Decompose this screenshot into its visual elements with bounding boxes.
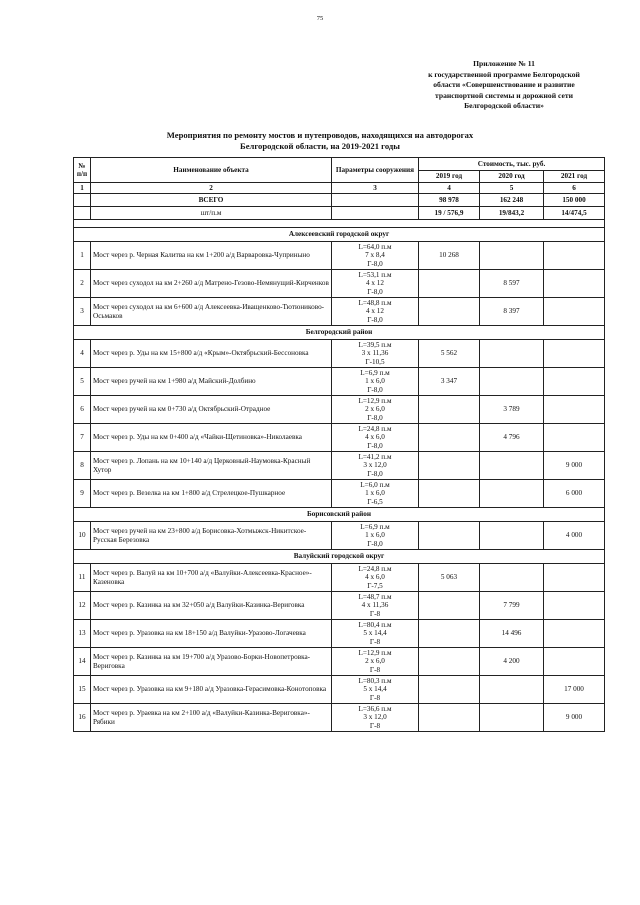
cost-2021 bbox=[544, 242, 605, 270]
table-row bbox=[74, 592, 605, 620]
units-2021: 14/474,5 bbox=[544, 207, 605, 220]
table-row bbox=[74, 396, 605, 424]
appendix-heading bbox=[404, 59, 604, 112]
object-name: Мост через р. Уразовка на км 18+150 а/д Валуйки-Уразово-Логачевка bbox=[91, 620, 332, 648]
cost-2020: 14 496 bbox=[480, 620, 544, 648]
cost-2021 bbox=[544, 340, 605, 368]
object-name: Мост через ручей на км 23+800 а/д Борисовка-Хотмыжск-Никитское-Русская Березовка bbox=[91, 522, 332, 550]
row-number: 6 bbox=[74, 396, 91, 424]
params bbox=[332, 704, 419, 732]
appendix-line: Приложение № 11 bbox=[473, 59, 535, 68]
header-cost: Стоимость, тыс. руб. bbox=[419, 158, 605, 171]
section-row bbox=[74, 326, 605, 340]
cost-2019 bbox=[419, 704, 480, 732]
params bbox=[332, 676, 419, 704]
row-number: 10 bbox=[74, 522, 91, 550]
cost-2019 bbox=[419, 452, 480, 480]
param-line: 3 х 12,0 bbox=[363, 461, 387, 470]
cost-2021 bbox=[544, 592, 605, 620]
header-row bbox=[74, 158, 605, 171]
spacer-row bbox=[74, 220, 605, 228]
table-row bbox=[74, 242, 605, 270]
cost-2021 bbox=[544, 620, 605, 648]
appendix-line: Белгородской области» bbox=[464, 101, 544, 111]
param-line: L=53,1 п.м bbox=[358, 270, 392, 279]
table-row bbox=[74, 704, 605, 732]
param-line: Г-8 bbox=[369, 637, 381, 646]
row-number: 16 bbox=[74, 704, 91, 732]
row-number: 5 bbox=[74, 368, 91, 396]
total-2019: 98 978 bbox=[419, 194, 480, 207]
row-number: 3 bbox=[74, 298, 91, 326]
param-line: Г-8,0 bbox=[367, 287, 383, 296]
param-line: L=48,7 п.м bbox=[358, 592, 392, 601]
row-number: 8 bbox=[74, 452, 91, 480]
section-title: Белгородский район bbox=[74, 326, 605, 340]
params bbox=[332, 564, 419, 592]
object-name: Мост через р. Черная Калитва на км 1+200 а/д Варваровка-Чуприныно bbox=[91, 242, 332, 270]
cost-2021: 9 000 bbox=[544, 704, 605, 732]
row-number: 9 bbox=[74, 480, 91, 508]
object-name: Мост через р. Лопань на км 10+140 а/д Церковный-Наумовка-Красный Хутор bbox=[91, 452, 332, 480]
appendix-line: области «Совершенствование и развитие bbox=[433, 80, 575, 90]
param-line: Г-8,0 bbox=[367, 315, 383, 324]
colnum: 6 bbox=[544, 183, 605, 194]
params bbox=[332, 368, 419, 396]
header-params: Параметры сооружения bbox=[332, 158, 419, 183]
cost-2021: 17 000 bbox=[544, 676, 605, 704]
table-row bbox=[74, 480, 605, 508]
cost-2020: 3 789 bbox=[480, 396, 544, 424]
param-line: Г-7,5 bbox=[367, 581, 383, 590]
param-line: Г-8 bbox=[369, 721, 381, 730]
params bbox=[332, 242, 419, 270]
colnum: 1 bbox=[74, 183, 91, 194]
cost-2019: 5 562 bbox=[419, 340, 480, 368]
params bbox=[332, 424, 419, 452]
param-line: L=36,6 п.м bbox=[358, 704, 392, 713]
param-line: 1 х 6,0 bbox=[365, 531, 385, 540]
table-row bbox=[74, 452, 605, 480]
cost-2021 bbox=[544, 424, 605, 452]
cost-2021 bbox=[544, 298, 605, 326]
bridges-table bbox=[73, 157, 605, 732]
params bbox=[332, 648, 419, 676]
param-line: 3 х 11,36 bbox=[361, 349, 389, 358]
units-2019: 19 / 576,9 bbox=[419, 207, 480, 220]
cost-2020 bbox=[480, 522, 544, 550]
param-line: Г-8,0 bbox=[367, 441, 383, 450]
param-line: Г-8,0 bbox=[367, 385, 383, 394]
row-number: 12 bbox=[74, 592, 91, 620]
params bbox=[332, 298, 419, 326]
total-row bbox=[74, 194, 605, 207]
colnum: 2 bbox=[91, 183, 332, 194]
total-label: ВСЕГО bbox=[91, 194, 332, 207]
row-number: 7 bbox=[74, 424, 91, 452]
cost-2019 bbox=[419, 592, 480, 620]
section-title: Валуйский городской округ bbox=[74, 550, 605, 564]
cost-2020 bbox=[480, 480, 544, 508]
param-line: 1 х 6,0 bbox=[365, 489, 385, 498]
section-row bbox=[74, 508, 605, 522]
object-name: Мост через р. Везелка на км 1+800 а/д Стрелецкое-Пушкарное bbox=[91, 480, 332, 508]
param-line: L=24,8 п.м bbox=[358, 424, 392, 433]
cost-2020: 7 799 bbox=[480, 592, 544, 620]
param-line: L=6,0 п.м bbox=[360, 480, 390, 489]
param-line: 1 х 6,0 bbox=[365, 377, 385, 386]
table-row bbox=[74, 368, 605, 396]
units-2020: 19/843,2 bbox=[480, 207, 544, 220]
colnum: 4 bbox=[419, 183, 480, 194]
cost-2019 bbox=[419, 424, 480, 452]
cost-2021 bbox=[544, 648, 605, 676]
cost-2019: 5 063 bbox=[419, 564, 480, 592]
params bbox=[332, 452, 419, 480]
cost-2020 bbox=[480, 340, 544, 368]
row-number: 15 bbox=[74, 676, 91, 704]
cost-2021 bbox=[544, 396, 605, 424]
row-number: 4 bbox=[74, 340, 91, 368]
header-2019: 2019 год bbox=[419, 171, 480, 183]
header-name: Наименование объекта bbox=[91, 158, 332, 183]
object-name: Мост через р. Уды на км 0+400 а/д «Чайки-Щетиновка»-Николаевка bbox=[91, 424, 332, 452]
table-row bbox=[74, 620, 605, 648]
cost-2020: 4 796 bbox=[480, 424, 544, 452]
param-line: L=39,5 п.м bbox=[358, 340, 392, 349]
param-line: L=48,8 п.м bbox=[358, 298, 392, 307]
param-line: Г-6,5 bbox=[367, 497, 383, 506]
units-row bbox=[74, 207, 605, 220]
param-line: 4 х 6,0 bbox=[365, 573, 385, 582]
colnum: 5 bbox=[480, 183, 544, 194]
param-line: L=6,9 п.м bbox=[360, 522, 390, 531]
object-name: Мост через р. Уды на км 15+800 а/д «Крым»-Октябрьский-Бессоновка bbox=[91, 340, 332, 368]
param-line: 7 х 8,4 bbox=[365, 251, 385, 260]
param-line: Г-8,0 bbox=[367, 259, 383, 268]
document-title bbox=[110, 130, 530, 152]
param-line: 4 х 12 bbox=[366, 279, 384, 288]
param-line: 2 х 6,0 bbox=[365, 657, 385, 666]
cost-2019 bbox=[419, 480, 480, 508]
cost-2019 bbox=[419, 396, 480, 424]
colnum: 3 bbox=[332, 183, 419, 194]
cost-2021 bbox=[544, 270, 605, 298]
cost-2020 bbox=[480, 704, 544, 732]
param-line: L=41,2 п.м bbox=[358, 452, 392, 461]
table-row bbox=[74, 298, 605, 326]
cost-2020 bbox=[480, 676, 544, 704]
object-name: Мост через р. Ураевка на км 2+100 а/д «Валуйки-Казинка-Вериговка»-Рябики bbox=[91, 704, 332, 732]
cost-2020 bbox=[480, 242, 544, 270]
cost-2020: 8 397 bbox=[480, 298, 544, 326]
param-line: 2 х 6,0 bbox=[365, 405, 385, 414]
params bbox=[332, 480, 419, 508]
header-2021: 2021 год bbox=[544, 171, 605, 183]
section-title: Алексеевский городской округ bbox=[74, 228, 605, 242]
param-line: L=64,0 п.м bbox=[358, 242, 392, 251]
object-name: Мост через р. Казинка на км 19+700 а/д Уразово-Борки-Новопетровка-Вериговка bbox=[91, 648, 332, 676]
cost-2020: 8 597 bbox=[480, 270, 544, 298]
cost-2019 bbox=[419, 620, 480, 648]
cost-2019 bbox=[419, 270, 480, 298]
table-row bbox=[74, 522, 605, 550]
header-num: № п/п bbox=[74, 158, 91, 183]
cost-2020: 4 200 bbox=[480, 648, 544, 676]
param-line: 4 х 6,0 bbox=[365, 433, 385, 442]
object-name: Мост через р. Казинка на км 32+050 а/д Валуйки-Казинка-Вериговка bbox=[91, 592, 332, 620]
appendix-line: транспортной системы и дорожной сети bbox=[435, 90, 573, 100]
row-number: 2 bbox=[74, 270, 91, 298]
param-line: Г-8,0 bbox=[367, 469, 383, 478]
column-numbers-row bbox=[74, 183, 605, 194]
cost-2019: 3 347 bbox=[419, 368, 480, 396]
table-row bbox=[74, 676, 605, 704]
row-number: 11 bbox=[74, 564, 91, 592]
param-line: 3 х 12,0 bbox=[363, 713, 387, 722]
object-name: Мост через ручей на км 1+980 а/д Майский-Долбино bbox=[91, 368, 332, 396]
object-name: Мост через ручей на км 0+730 а/д Октябрьский-Отрадное bbox=[91, 396, 332, 424]
param-line: 5 х 14,4 bbox=[363, 629, 387, 638]
section-row bbox=[74, 550, 605, 564]
page-number: 75 bbox=[316, 15, 324, 22]
object-name: Мост через р. Валуй на км 10+700 а/д «Валуйки-Алексеевка-Красное»-Казеновка bbox=[91, 564, 332, 592]
cost-2019 bbox=[419, 522, 480, 550]
row-number: 14 bbox=[74, 648, 91, 676]
cost-2019 bbox=[419, 298, 480, 326]
units-label: шт/п.м bbox=[91, 207, 332, 220]
cost-2021: 9 000 bbox=[544, 452, 605, 480]
cost-2021 bbox=[544, 368, 605, 396]
param-line: Г-8,0 bbox=[367, 539, 383, 548]
param-line: Г-8 bbox=[369, 665, 381, 674]
row-number: 1 bbox=[74, 242, 91, 270]
cost-2020 bbox=[480, 368, 544, 396]
cost-2019: 10 268 bbox=[419, 242, 480, 270]
params bbox=[332, 620, 419, 648]
param-line: Г-8 bbox=[369, 609, 381, 618]
params bbox=[332, 270, 419, 298]
param-line: 4 х 11,36 bbox=[361, 601, 389, 610]
section-title: Борисовский район bbox=[74, 508, 605, 522]
params bbox=[332, 522, 419, 550]
row-number: 13 bbox=[74, 620, 91, 648]
param-line: 5 х 14,4 bbox=[363, 685, 387, 694]
header-2020: 2020 год bbox=[480, 171, 544, 183]
param-line: L=24,8 п.м bbox=[358, 564, 392, 573]
param-line: L=12,9 п.м bbox=[358, 648, 392, 657]
appendix-line: к государственной программе Белгородской bbox=[428, 69, 580, 79]
param-line: Г-8 bbox=[369, 693, 381, 702]
table-row bbox=[74, 648, 605, 676]
table-row bbox=[74, 340, 605, 368]
param-line: L=12,9 п.м bbox=[358, 396, 392, 405]
param-line: L=6,9 п.м bbox=[360, 368, 390, 377]
section-row bbox=[74, 228, 605, 242]
cost-2019 bbox=[419, 648, 480, 676]
cost-2021 bbox=[544, 564, 605, 592]
object-name: Мост через суходол на км 2+260 а/д Матрено-Гезово-Немянущий-Кирченков bbox=[91, 270, 332, 298]
cost-2019 bbox=[419, 676, 480, 704]
params bbox=[332, 592, 419, 620]
table-row bbox=[74, 270, 605, 298]
total-2021: 150 000 bbox=[544, 194, 605, 207]
param-line: Г-8,0 bbox=[367, 413, 383, 422]
params bbox=[332, 396, 419, 424]
cost-2020 bbox=[480, 452, 544, 480]
param-line: 4 х 12 bbox=[366, 307, 384, 316]
params bbox=[332, 340, 419, 368]
param-line: L=80,4 п.м bbox=[358, 620, 392, 629]
param-line: Г-10,5 bbox=[365, 357, 385, 366]
cost-2021: 4 000 bbox=[544, 522, 605, 550]
table-row bbox=[74, 564, 605, 592]
cost-2021: 6 000 bbox=[544, 480, 605, 508]
object-name: Мост через р. Уразовка на км 9+180 а/д Уразовка-Герасимовка-Конотоповка bbox=[91, 676, 332, 704]
total-2020: 162 248 bbox=[480, 194, 544, 207]
table-row bbox=[74, 424, 605, 452]
param-line: L=80,3 п.м bbox=[358, 676, 392, 685]
title-line: Белгородской области, на 2019-2021 годы bbox=[240, 141, 400, 151]
object-name: Мост через суходол на км 6+600 а/д Алексеевка-Иващенково-Тютюниково-Осьмаков bbox=[91, 298, 332, 326]
cost-2020 bbox=[480, 564, 544, 592]
title-line: Мероприятия по ремонту мостов и путепроводов, находящихся на автодорогах bbox=[166, 130, 474, 140]
